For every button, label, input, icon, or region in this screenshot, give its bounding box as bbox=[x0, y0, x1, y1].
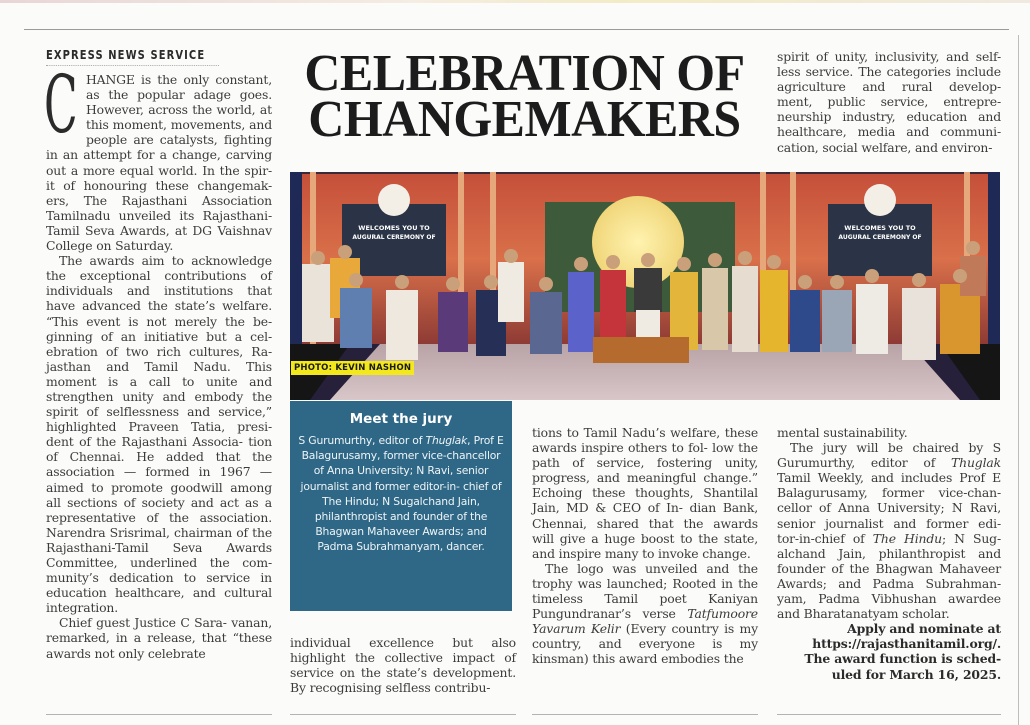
headline-line-1: CELEBRATION OF bbox=[304, 45, 745, 102]
bottom-rule bbox=[290, 714, 516, 715]
text-part: (Every country is my country, and everyone is my kinsman) this award embodies the bbox=[532, 621, 758, 667]
drop-cap: C bbox=[44, 58, 78, 151]
lead-text: HANGE is the only constant, as the popular adage goes. However, across the world, at this moment, movements, and people are catalysts, fighting in an attempt for a change, carving out a more equal world. In the spir- it of honouring these changemak- ers, The Rajasthani Association Tamilnadu unveiled its Rajasthani- Tamil Seva Awards, at DG Vaishnav College on Saturday. bbox=[46, 72, 272, 254]
text-part: ; N Sug- alchand Jain, philanthropist and founder of the Bhagwan Mahaveer Awards; and Padma Subrahman- yam, Padma Vibhushan awardee and Bharatanatyam scholar. bbox=[777, 530, 1001, 622]
bottom-rule bbox=[777, 714, 1001, 715]
banner-text-right-2: AUGURAL CEREMONY OF bbox=[838, 234, 922, 241]
text-part: The jury will be chaired by S Gurumurthy, editor of bbox=[777, 440, 1001, 471]
banner-text-left-2: AUGURAL CEREMONY OF bbox=[352, 234, 436, 241]
top-color-strip bbox=[0, 0, 1030, 3]
lead-paragraph bbox=[44, 58, 272, 254]
headline bbox=[292, 45, 757, 148]
bottom-rule bbox=[532, 714, 758, 715]
column-4-bottom bbox=[777, 425, 1001, 682]
paragraph: spirit of unity, inclusivity, and self- less service. The categories include agriculture and rural develop- ment, public service, entrepre- neurship industry, education and healthcare, media and communi- cation, social welfare, and environ- bbox=[777, 49, 1001, 155]
cta-line: The award function is sched- bbox=[804, 651, 1001, 667]
jury-text-part: , Prof E Balagurusamy, former vice-chancellor of Anna University; N Ravi, senior journalist and former editor-in- chief of The Hindu; N Sugalchand Jain, philanthropist and founder of the Bhagwan Mahaveer Awards; and Padma Subrahmanyam, dancer. bbox=[300, 434, 504, 554]
paragraph bbox=[532, 561, 758, 667]
column-1 bbox=[44, 58, 272, 661]
top-rule bbox=[24, 29, 1009, 30]
stage-table bbox=[593, 337, 689, 363]
verse-italic: Tatfumoore Yavarum Kelir bbox=[532, 606, 758, 637]
paragraph: mental sustainability. bbox=[777, 425, 908, 440]
cta-url: https://rajasthanitamil.org/. bbox=[812, 636, 1001, 652]
jury-text-italic: Thuglak bbox=[425, 434, 468, 447]
byline: EXPRESS NEWS SERVICE bbox=[46, 48, 219, 66]
text-part: Tamil Weekly, and includes Prof E Balagurusamy, former vice-chan- cellor of Anna University; N Ravi, senior journalist and former edi- tor-in-chief of bbox=[777, 470, 1001, 546]
paragraph: The awards aim to acknowledge the exceptional contributions of individuals and institutions that have advanced the state’s welfare. “This event is not merely the be- ginning of an initiative but a cel- ebration of two rich cultures, Ra- jasthan and Tamil Nadu. This moment is a call to unite and strengthen unity and embody the spirit of selflessness and service,” highlighted Praveen Tatia, presi- dent of the Rajasthani Associa- tion of Chennai. He added that the association — formed in 1967 — aimed to promote goodwill among all sections of society and act as a representative of the association. Narendra Srisrimal, chairman of the Rajasthani-Tamil Seva Awards Committee, underlined the com- munity’s dedication to service in education healthcare, and cultural integration. bbox=[46, 253, 272, 616]
paragraph: tions to Tamil Nadu’s welfare, these awards inspire others to fol- low the path of service, fostering unity, progress, and meaningful change.” Echoing these thoughts, Shantilal Jain, MD & CEO of In- dian Bank, Chennai, shared that the awards will give a huge boost to the state, and inspire many to invoke change. bbox=[532, 425, 758, 561]
jury-box-text bbox=[296, 433, 506, 555]
jury-text-part: S Gurumurthy, editor of bbox=[298, 434, 426, 447]
column-3 bbox=[532, 425, 758, 667]
text-part: The logo was unveiled and the trophy was launched; Rooted in the timeless Tamil poet Kaniyan Pungundranar’s verse bbox=[532, 560, 758, 622]
headline-line-2: CHANGEMAKERS bbox=[308, 91, 741, 148]
paragraph: Chief guest Justice C Sara- vanan, remarked, in a release, that “these awards not only celebrate bbox=[46, 615, 272, 661]
paragraph bbox=[777, 440, 1001, 621]
jury-box-title: Meet the jury bbox=[349, 411, 453, 427]
text-italic: Thuglak bbox=[951, 455, 1001, 471]
bottom-rule bbox=[46, 714, 272, 715]
meet-the-jury-box bbox=[290, 401, 512, 611]
cta-line: Apply and nominate at bbox=[847, 621, 1001, 637]
column-4-top bbox=[777, 49, 1001, 155]
cta-line: uled for March 16, 2025. bbox=[831, 666, 1001, 682]
column-2-bottom bbox=[290, 635, 516, 695]
page-edge-line bbox=[1018, 35, 1019, 725]
photo-credit: PHOTO: KEVIN NASHON bbox=[291, 361, 414, 375]
banner-text-right-1: WELCOMES YOU TO bbox=[844, 224, 916, 232]
paragraph: individual excellence but also highlight the collective impact of service on the state’s development. By recognising selfless contribu- bbox=[290, 635, 516, 696]
banner-text-left-1: WELCOMES YOU TO bbox=[358, 224, 430, 232]
text-italic: The Hindu bbox=[872, 530, 942, 546]
